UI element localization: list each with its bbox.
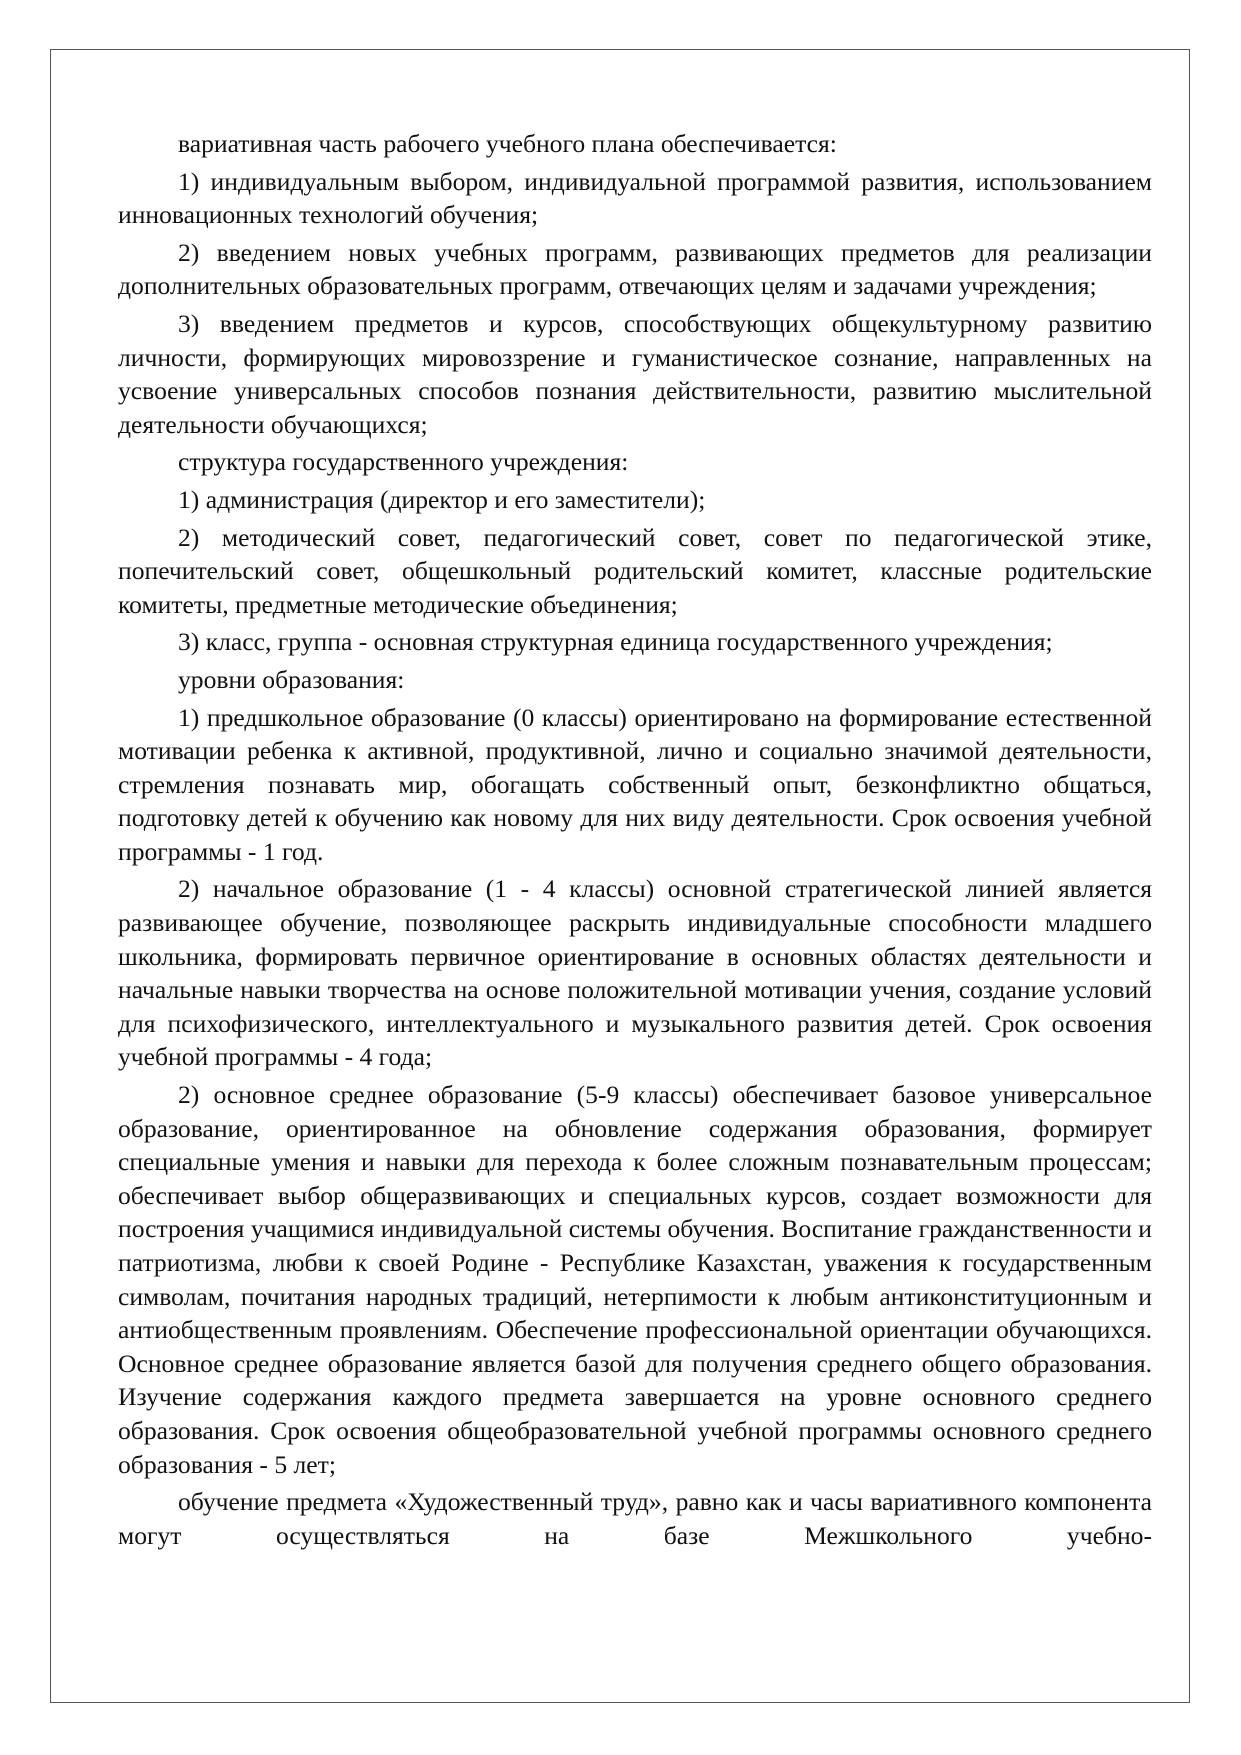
paragraph-level-primary: 2) начальное образование (1 - 4 классы) основной стратегической линией является развивающее обучение, позволяющее раскрыть индивидуальные способности младшего школьника, формировать первичное ориентирование в основных областях деятельности и начальные навыки творчества на основе положительной мотивации учения, создание условий для психофизического, интеллектуального и музыкального развития детей. Срок освоения учебной программы - 4 года; (118, 874, 1152, 1072)
paragraph-variative-item-2: 2) введением новых учебных программ, развивающих предметов для реализации дополнительных образовательных программ, отвечающих целям и задачами учреждения; (118, 237, 1152, 301)
paragraph-levels-heading: уровни образования: (178, 664, 405, 694)
paragraph-variative-part: вариативная часть рабочего учебного плана обеспечивается: (178, 129, 837, 158)
paragraph-level-preschool: 1) предшкольное образование (0 классы) ориентировано на формирование естественной мотивации ребенка к активной, продуктивной, лично и социально значимой деятельности, стремления познавать мир, обогащать собственный опыт, безконфликтно общаться, подготовку детей к обучению как новому для них виду деятельности. Срок освоения учебной программы - 1 год. (118, 702, 1152, 866)
paragraph-level-basic-secondary: 2) основное среднее образование (5-9 классы) обеспечивает базовое универсальное образование, ориентированное на обновление содержания образования, формирует специальные умения и навыки для перехода к более сложным познавательным процессам; обеспечивает выбор общеразвивающих и специальных курсов, создает возможности для построения учащимися индивидуальной системы обучения. Воспитание гражданственности и патриотизма, любви к своей Родине - Республике Казахстан, уважения к государственным символам, почитания народных традиций, нетерпимости к любым антиконституционным и антиобщественным проявлениям. Обеспечение профессиональной ориентации обучающихся. Основное среднее образование является базой для получения среднего общего образования. Изучение содержания каждого предмета завершается на уровне основного среднего образования. Срок освоения общеобразовательной учебной программы основного среднего образования - 5 лет; (118, 1080, 1152, 1479)
paragraph-structure-item-2: 2) методический совет, педагогический совет, совет по педагогической этике, попечительский совет, общешкольный родительский комитет, классные родительские комитеты, предметные методические объединения; (118, 522, 1152, 619)
paragraph-structure-heading: структура государственного учреждения: (178, 447, 629, 477)
paragraph-structure-item-1: 1) администрация (директор и его заместители); (178, 484, 706, 514)
paragraph-variative-item-3: 3) введением предметов и курсов, способствующих общекультурному развитию личности, формирующих мировоззрение и гуманистическое сознание, направленных на усвоение универсальных способов познания действительности, развитию мыслительной деятельности обучающихся; (118, 308, 1152, 439)
paragraph-art-labor: обучение предмета «Художественный труд», равно как и часы вариативного компонента могут осуществляться на базе Межшкольного учебно- (118, 1487, 1152, 1550)
document-body (118, 127, 1152, 1556)
paragraph-variative-item-1: 1) индивидуальным выбором, индивидуальной программой развития, использованием инновационных технологий обучения; (118, 166, 1152, 230)
paragraph-structure-item-3: 3) класс, группа - основная структурная единица государственного учреждения; (178, 627, 1053, 657)
